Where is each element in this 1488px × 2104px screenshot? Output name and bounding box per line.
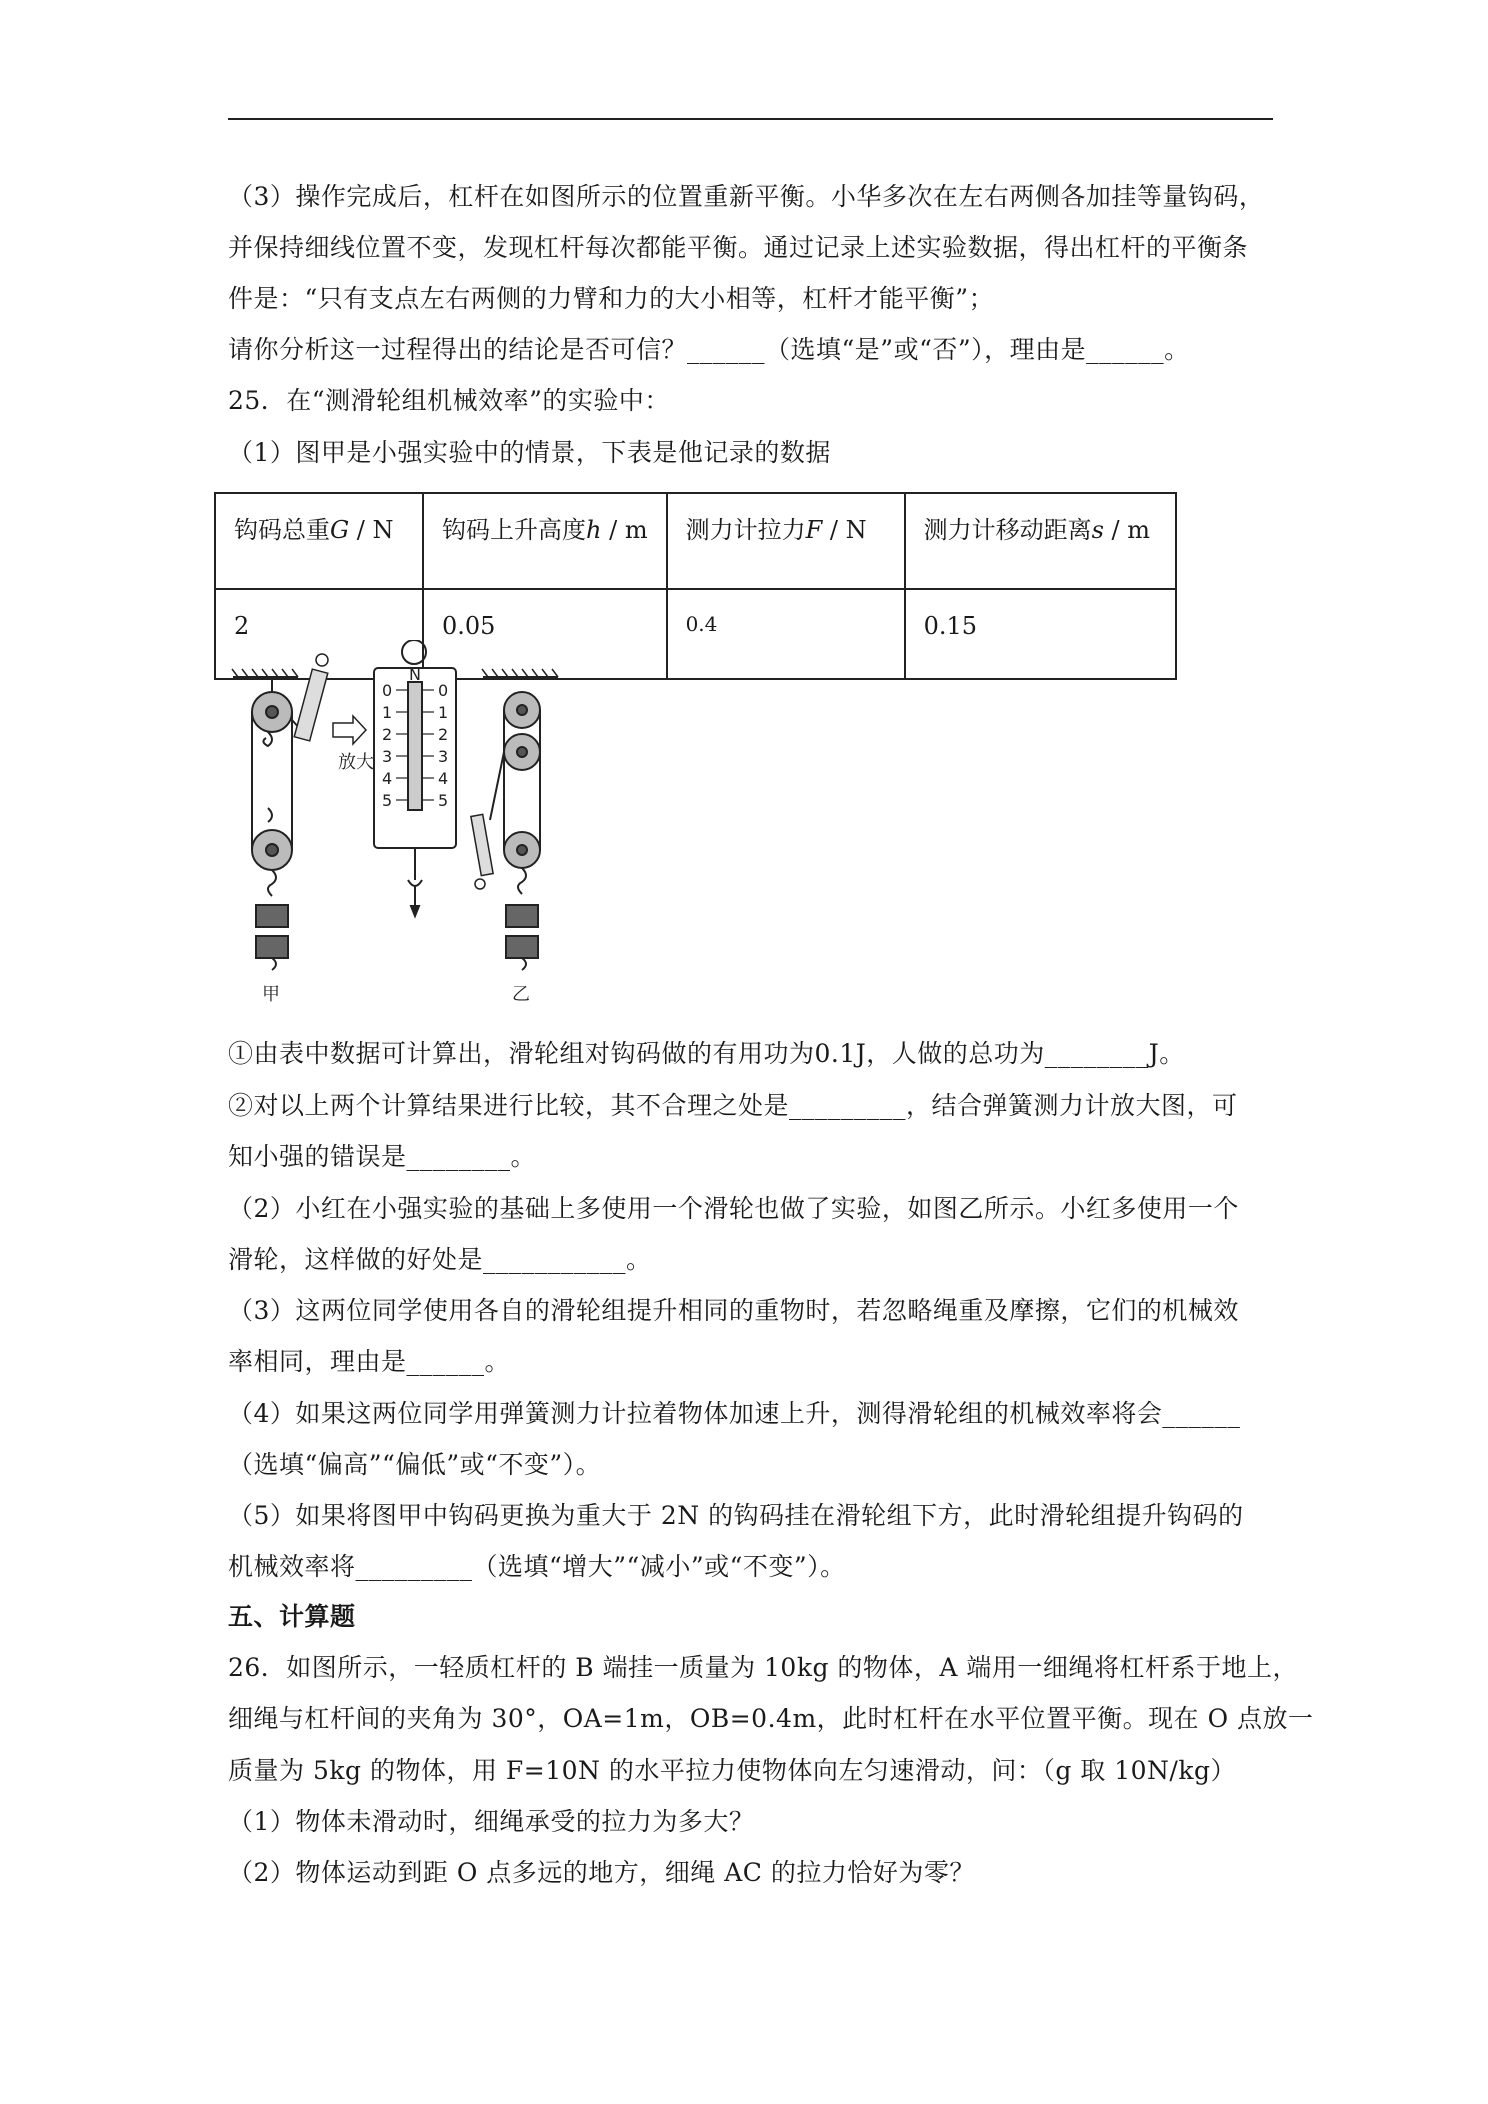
q25-title: 25．在“测滑轮组机械效率”的实验中： xyxy=(228,386,670,415)
q25-line-9: （选填“偏高”“偏低”或“不变”）。 xyxy=(228,1450,602,1479)
magnify-arrow-icon xyxy=(333,716,374,773)
header-cell: 测力计移动距离s / m xyxy=(905,493,1176,589)
tick-right-3: 3 xyxy=(438,747,449,766)
pulley-setup-jia xyxy=(232,669,310,970)
pulley-setup-yi xyxy=(482,669,558,970)
q25-line-8: （4）如果这两位同学用弹簧测力计拉着物体加速上升，测得滑轮组的机械效率将会______ xyxy=(228,1399,1241,1428)
header-cell: 钩码上升高度h / m xyxy=(423,493,667,589)
tick-left-2: 2 xyxy=(382,725,393,744)
header-rule xyxy=(228,118,1273,120)
table-header-row xyxy=(215,493,1176,589)
tick-left-0: 0 xyxy=(382,681,393,700)
figure-label-yi: 乙 xyxy=(512,984,530,1005)
q26-line-1: 26．如图所示，一轻质杠杆的 B 端挂一质量为 10kg 的物体，A 端用一细绳将杠杆系于地上， xyxy=(228,1653,1298,1682)
q26-line-2: 细绳与杠杆间的夹角为 30°，OA=1m，OB=0.4m，此时杠杆在水平位置平衡。现在 O 点放一 xyxy=(228,1704,1314,1733)
tick-right-2: 2 xyxy=(438,725,449,744)
tick-left-1: 1 xyxy=(382,703,393,722)
table-cell: 2 xyxy=(215,589,423,679)
q25-line-7: 率相同，理由是______。 xyxy=(228,1347,511,1376)
q25-line-4: （2）小红在小强实验的基础上多使用一个滑轮也做了实验，如图乙所示。小红多使用一个 xyxy=(228,1194,1239,1223)
q25-line-3: 知小强的错误是________。 xyxy=(228,1142,537,1171)
spring-scale-small-icon xyxy=(294,654,328,741)
tick-right-0: 0 xyxy=(438,681,449,700)
q25-part1-intro: （1）图甲是小强实验中的情景，下表是他记录的数据 xyxy=(228,438,831,467)
spring-scale-yi-icon xyxy=(471,814,493,889)
q25-line-11: 机械效率将_________（选填“增大”“减小”或“不变”）。 xyxy=(228,1552,846,1581)
table-cell: 0.05 xyxy=(423,589,667,679)
q25-line-10: （5）如果将图甲中钩码更换为重大于 2N 的钩码挂在滑轮组下方，此时滑轮组提升钩码的 xyxy=(228,1501,1244,1530)
q26-line-4: （1）物体未滑动时，细绳承受的拉力为多大？ xyxy=(228,1807,755,1836)
section-heading: 五、计算题 xyxy=(228,1602,356,1631)
figure-label-jia: 甲 xyxy=(262,984,280,1005)
tick-right-1: 1 xyxy=(438,703,449,722)
q26-line-5: （2）物体运动到距 O 点多远的地方，细绳 AC 的拉力恰好为零？ xyxy=(228,1858,975,1887)
q26-line-3: 质量为 5kg 的物体，用 F=10N 的水平拉力使物体向左匀速滑动，问：（g 取 10N/kg） xyxy=(228,1756,1236,1785)
tick-left-4: 4 xyxy=(382,769,393,788)
magnify-label: 放大 xyxy=(338,752,374,773)
q25-line-5: 滑轮，这样做的好处是___________。 xyxy=(228,1245,652,1274)
q24-part3-line-1: （3）操作完成后，杠杆在如图所示的位置重新平衡。小华多次在左右两侧各加挂等量钩码， xyxy=(228,182,1265,211)
tick-left-5: 5 xyxy=(382,791,393,810)
tick-right-4: 4 xyxy=(438,769,449,788)
q25-line-2: ②对以上两个计算结果进行比较，其不合理之处是_________，结合弹簧测力计放大图，可 xyxy=(228,1091,1238,1120)
q24-part3-line-2: 并保持细线位置不变，发现杠杆每次都能平衡。通过记录上述实验数据，得出杠杆的平衡条 xyxy=(228,233,1249,262)
q24-part3-line-3: 件是：“只有支点左右两侧的力臂和力的大小相等，杠杆才能平衡”； xyxy=(228,284,995,313)
q25-line-6: （3）这两位同学使用各自的滑轮组提升相同的重物时，若忽略绳重及摩擦，它们的机械效 xyxy=(228,1296,1239,1325)
tick-left-3: 3 xyxy=(382,747,393,766)
header-cell: 钩码总重G / N xyxy=(215,493,423,589)
tick-right-5: 5 xyxy=(438,791,449,810)
table-cell: 0.4 xyxy=(667,589,905,679)
table-cell: 0.15 xyxy=(905,589,1176,679)
q25-line-1: ①由表中数据可计算出，滑轮组对钩码做的有用功为0.1J，人做的总功为________J。 xyxy=(228,1039,1185,1068)
scale-unit-label: N xyxy=(409,665,421,684)
header-cell: 测力计拉力F / N xyxy=(667,493,905,589)
q24-part3-line-4: 请你分析这一过程得出的结论是否可信？______（选填“是”或“否”），理由是______。 xyxy=(228,335,1190,364)
pulley-figure xyxy=(228,640,588,1010)
